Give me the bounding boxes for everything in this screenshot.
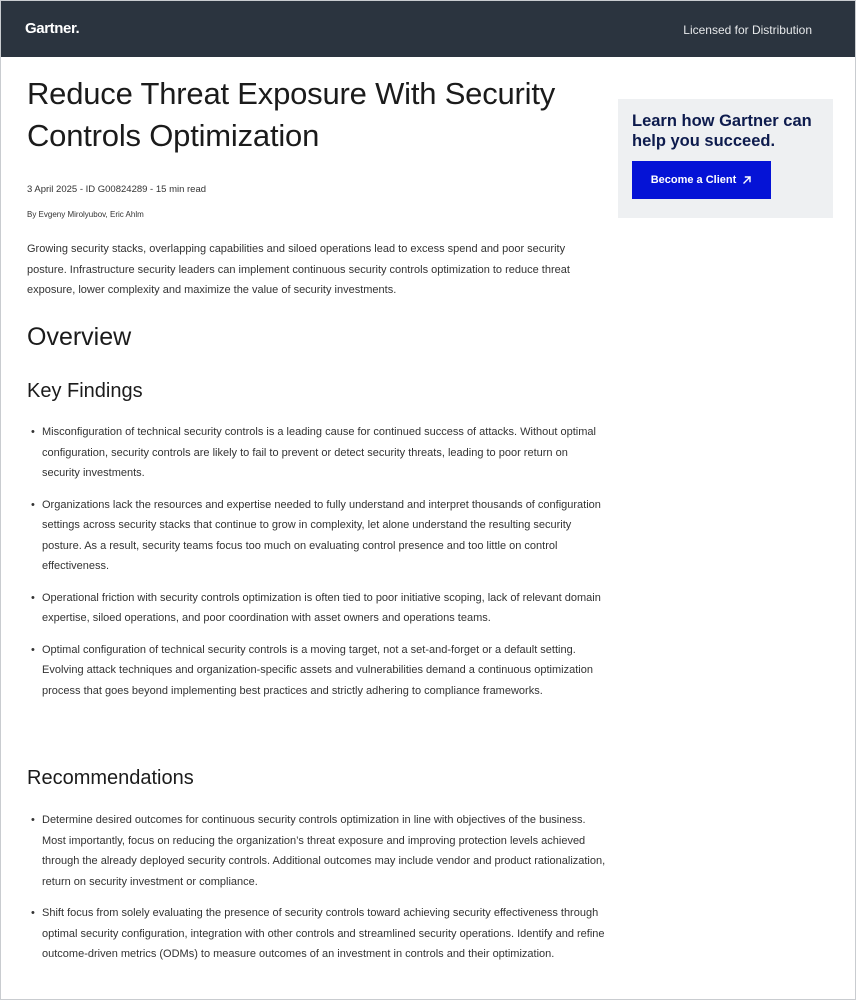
recommendations-list xyxy=(31,810,607,976)
license-label: Licensed for Distribution xyxy=(683,23,812,37)
key-findings-list xyxy=(31,422,607,712)
list-item: • Determine desired outcomes for continuous security controls optimization in line with objectives of the business. Most importantly, focus on reducing the organization’s threat exposure and improving protection levels achieved through the already deployed security controls. Additional outcomes may include vendor and product rationalization, return on security investment or compliance. xyxy=(31,810,607,892)
article-meta: 3 April 2025 - ID G00824289 - 15 min read xyxy=(27,184,207,195)
list-item: • Shift focus from solely evaluating the presence of security controls toward achieving security effectiveness through optimal security configuration, integration with other controls and streamlined security operations. Identify and refine outcome-driven metrics (ODMs) to measure outcomes of an investment in controls and their optimization. xyxy=(31,903,607,965)
list-item: • Misconfiguration of technical security controls is a leading cause for continued success of attacks. Without optimal configuration, security controls are likely to fail to prevent or detect security threats, leading to poor return on security investments. xyxy=(31,422,607,484)
article-authors: By Evgeny Mirolyubov, Eric Ahlm xyxy=(27,210,144,219)
article-title: Reduce Threat Exposure With Security Controls Optimization xyxy=(27,76,556,153)
arrow-up-right-icon xyxy=(742,175,752,185)
gartner-logo[interactable]: Gartner. xyxy=(25,20,80,37)
key-findings-heading: Key Findings xyxy=(27,380,143,402)
list-item: • Optimal configuration of technical security controls is a moving target, not a set-and-forget or a default setting. Evolving attack techniques and organization-specific assets and vulnerabilities demand a continuous optimization process that goes beyond implementing best practices and strictly adhering to compliance frameworks. xyxy=(31,640,607,702)
article-summary: Growing security stacks, overlapping capabilities and siloed operations lead to excess spend and poor security posture. Infrastructure security leaders can implement continuous security controls optimization to reduce threat exposure, lower complexity and maximize the value of security investments. xyxy=(27,243,570,296)
top-bar xyxy=(1,1,856,57)
cta-heading: Learn how Gartner can help you succeed. xyxy=(632,112,812,150)
cta-card xyxy=(618,99,833,218)
overview-heading: Overview xyxy=(27,323,132,351)
list-item: • Organizations lack the resources and expertise needed to fully understand and interpret thousands of configuration settings across security stacks that continue to grow in complexity, let alone understand the resulting security posture. As a result, security teams focus too much on evaluating control presence and too little on control effectiveness. xyxy=(31,495,607,577)
become-a-client-button[interactable] xyxy=(632,161,771,199)
cta-button-label: Become a Client xyxy=(650,174,737,186)
recommendations-heading: Recommendations xyxy=(27,767,194,789)
list-item: • Operational friction with security controls optimization is often tied to poor initiative scoping, lack of relevant domain expertise, siloed operations, and poor coordination with asset owners and operations teams. xyxy=(31,588,607,629)
